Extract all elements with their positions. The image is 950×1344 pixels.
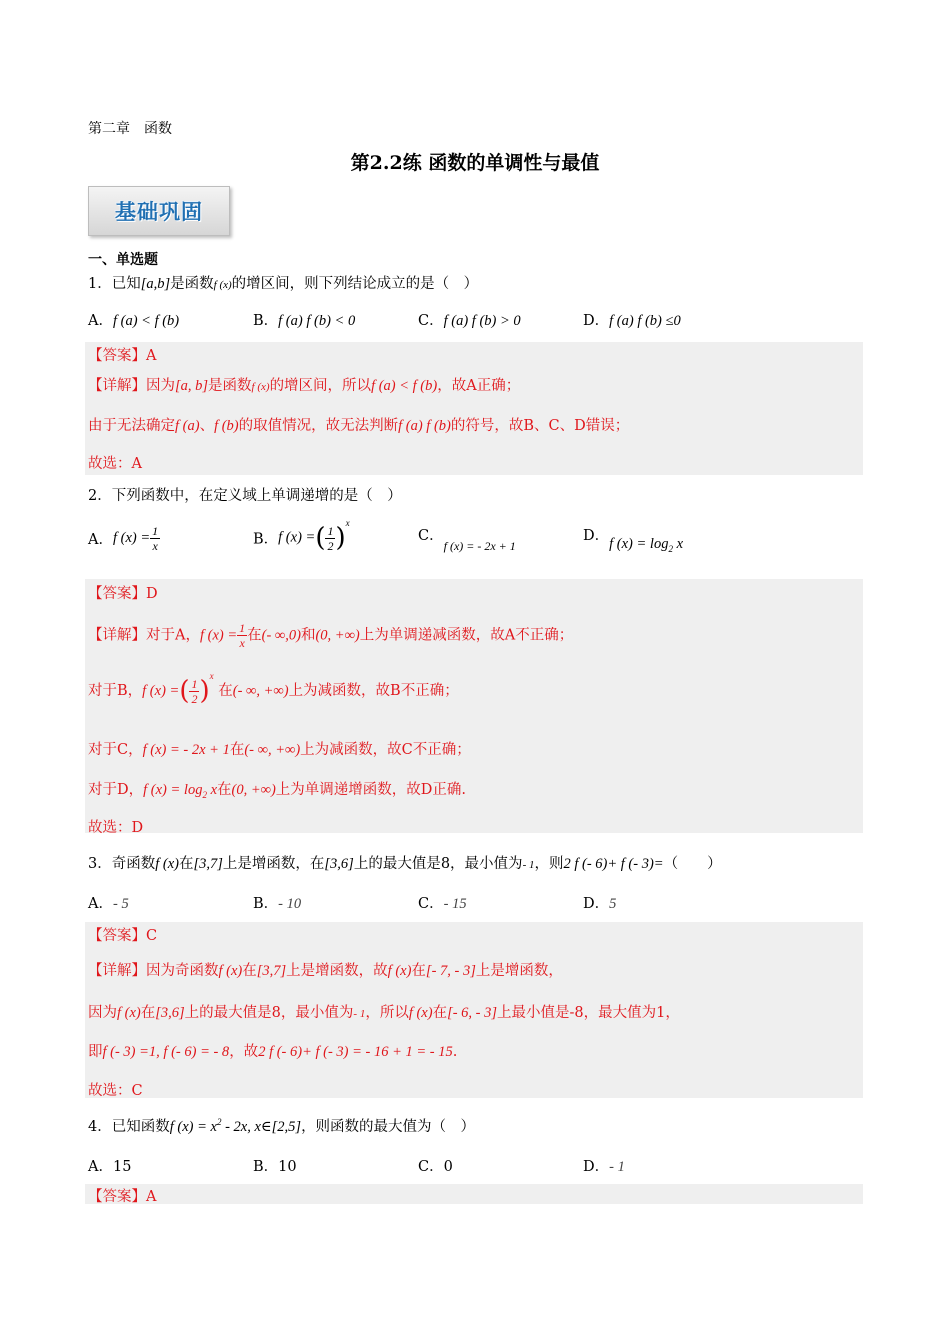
option-d: D．- 1 <box>583 1159 625 1175</box>
detail-3-line-3: 即f (- 3) =1, f (- 6) = - 8，故2 f (- 6)+ f (- 3) = - 16 + 1 = - 15. <box>88 1044 458 1060</box>
detail-3-conclusion: 故选：C <box>88 1083 143 1099</box>
detail-2-c: 对于C，f (x) = - 2x + 1在(- ∞, +∞)上为减函数，故C不正确； <box>88 742 471 758</box>
answer-box-4 <box>85 1184 863 1204</box>
option-a: A．f (x) = $\frac{1}{x}$ <box>88 524 159 553</box>
section-heading: 一、单选题 <box>88 252 158 268</box>
option-a: A．f (a) < f (b) <box>88 313 180 329</box>
option-d: D．f $(x) = \log_2 x$ <box>583 528 684 554</box>
detail-1-line-2: 由于无法确定f (a)、f (b)的取值情况，故无法判断f (a) f (b)的符号，故B、C、D错误； <box>88 418 630 434</box>
question-1-options <box>88 309 868 333</box>
option-b: B．- 10 <box>253 896 302 912</box>
question-2-stem: 2．下列函数中，在定义域上单调递增的是（ ） <box>88 488 402 504</box>
detail-3-line-2: 因为f (x)在[3,6]上的最大值是8，最小值为- 1，所以f (x)在[- 6, - 3]上最小值是-8，最大值为1， <box>88 1005 680 1021</box>
option-c: C．0 <box>418 1159 453 1175</box>
detail-2-d: 对于D，f $(x) = \log_2 x$在(0, +∞)上为单调递增函数，故D正确. <box>88 782 467 800</box>
answer-box-2 <box>85 579 863 836</box>
option-c: C．$_{f (x) = - 2x + 1}$ <box>418 528 516 553</box>
question-2-options <box>88 518 868 568</box>
question-1-stem: 1．已知[a,b]是函数f (x)的增区间，则下列结论成立的是（ ） <box>88 276 479 292</box>
option-c: C．- 15 <box>418 896 467 912</box>
answer-1: 【答案】A <box>88 348 157 364</box>
question-3-stem: 3．奇函数f (x)在[3,7]上是增函数，在[3,6]上的最大值是8，最小值为- 1，则2 f (- 6)+ f (- 3)=（ ） <box>88 856 722 872</box>
page-title: 第2.2练 函数的单调性与最值 <box>350 152 600 174</box>
answer-4: 【答案】A <box>88 1189 157 1205</box>
detail-2-conclusion: 故选：D <box>88 820 144 836</box>
option-b: B．f (a) f (b) < 0 <box>253 313 356 329</box>
option-d: D．5 <box>583 896 617 912</box>
answer-box-1 <box>85 342 863 475</box>
answer-3: 【答案】C <box>88 928 158 944</box>
option-c: C．f (a) f (b) > 0 <box>418 313 521 329</box>
detail-1-conclusion: 故选：A <box>88 456 142 472</box>
detail-2-b: 对于B，f (x) =( $\frac{1}{2}$ )$^x$ 在(- ∞, +∞)上为减函数，故B不正确； <box>88 671 459 706</box>
option-b: B．f (x) =( $\frac{1}{2}$ )$^x$ <box>253 518 350 553</box>
option-a: A．15 <box>88 1159 132 1175</box>
option-d: D．f (a) f (b) ≤0 <box>583 313 681 329</box>
question-3-options <box>88 892 868 916</box>
detail-3-line-1: 【详解】因为奇函数f (x)在[3,7]上是增函数，故f (x)在[- 7, - 3]上是增函数， <box>88 963 563 979</box>
chapter-header: 第二章 函数 <box>88 121 172 137</box>
detail-2-a: 【详解】对于A，f (x) = $\frac{1}{x}$ 在(- ∞,0)和(0, +∞)上为单调递减函数，故A不正确； <box>88 621 574 650</box>
badge-label: 基础巩固 <box>115 199 203 224</box>
question-4-options <box>88 1155 868 1179</box>
question-4-stem: 4．已知函数f $(x) = x^2 - 2x$, x∈[2,5]，则函数的最大值为（ ） <box>88 1117 476 1135</box>
basic-badge <box>88 186 230 236</box>
answer-box-3 <box>85 922 863 1098</box>
answer-2: 【答案】D <box>88 586 158 602</box>
option-a: A．- 5 <box>88 896 129 912</box>
option-b: B．10 <box>253 1159 297 1175</box>
detail-1-line-1: 【详解】因为[a, b]是函数f (x)的增区间，所以f (a) < f (b)，故A正确； <box>88 378 521 394</box>
